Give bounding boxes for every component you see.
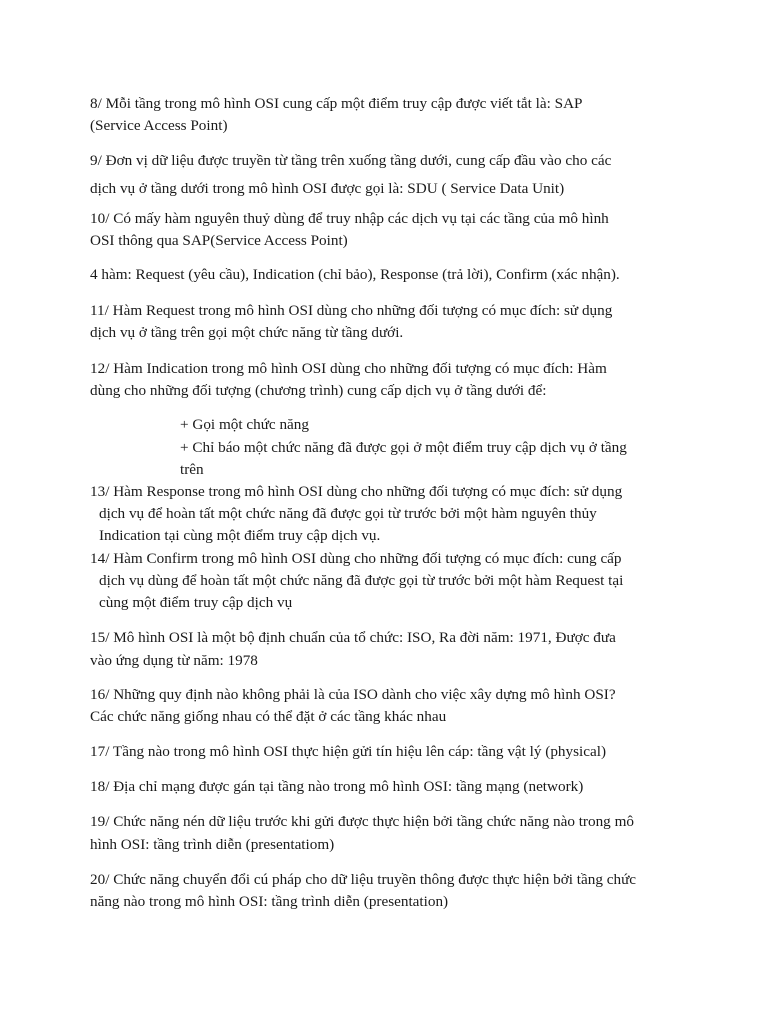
text-line: dùng cho những đối tượng (chương trình) cung cấp dịch vụ ở tầng dưới để: — [90, 382, 547, 399]
text-line: 12/ Hàm Indication trong mô hình OSI dùng cho những đối tượng có mục đích: Hàm — [90, 360, 607, 377]
text-line: 18/ Địa chỉ mạng được gán tại tầng nào trong mô hình OSI: tầng mạng (network) — [90, 778, 584, 795]
text-line: Các chức năng giống nhau có thể đặt ở các tầng khác nhau — [90, 708, 447, 725]
text-line: 11/ Hàm Request trong mô hình OSI dùng cho những đối tượng có mục đích: sử dụng — [90, 302, 613, 319]
text-line: 16/ Những quy định nào không phải là của ISO dành cho việc xây dựng mô hình OSI? — [90, 686, 616, 703]
text-line: dịch vụ dùng để hoàn tất một chức năng đã được gọi từ trước bởi một hàm Request tại — [99, 572, 624, 589]
text-line: 19/ Chức năng nén dữ liệu trước khi gửi được thực hiện bởi tầng chức năng nào trong mô — [90, 813, 634, 830]
text-line: 9/ Đơn vị dữ liệu được truyền từ tầng trên xuống tầng dưới, cung cấp đầu vào cho các — [90, 152, 612, 169]
text-line: Indication tại cùng một điểm truy cập dịch vụ. — [99, 527, 381, 544]
text-line: OSI thông qua SAP(Service Access Point) — [90, 232, 348, 249]
text-line: hình OSI: tầng trình diễn (presentatiom) — [90, 836, 335, 853]
bullet-line: trên — [180, 461, 204, 478]
bullet-line: + Chỉ báo một chức năng đã được gọi ở một điểm truy cập dịch vụ ở tầng — [180, 439, 627, 456]
text-line: dịch vụ ở tầng trên gọi một chức năng từ tầng dưới. — [90, 324, 404, 341]
text-line: 17/ Tầng nào trong mô hình OSI thực hiện gửi tín hiệu lên cáp: tầng vật lý (physical) — [90, 743, 607, 760]
text-line: cùng một điểm truy cập dịch vụ — [99, 594, 293, 611]
text-line: 10/ Có mấy hàm nguyên thuỷ dùng để truy nhập các dịch vụ tại các tầng của mô hình — [90, 210, 609, 227]
text-line: 4 hàm: Request (yêu cầu), Indication (chỉ bảo), Response (trả lời), Confirm (xác nhận). — [90, 266, 620, 283]
text-line: 15/ Mô hình OSI là một bộ định chuẩn của tổ chức: ISO, Ra đời năm: 1971, Được đưa — [90, 629, 616, 646]
text-line: 14/ Hàm Confirm trong mô hình OSI dùng cho những đối tượng có mục đích: cung cấp — [90, 550, 622, 567]
text-line: năng nào trong mô hình OSI: tầng trình diễn (presentation) — [90, 893, 449, 910]
text-line: 20/ Chức năng chuyển đổi cú pháp cho dữ liệu truyền thông được thực hiện bởi tầng chức — [90, 871, 637, 888]
text-line: (Service Access Point) — [90, 117, 228, 134]
text-line: dịch vụ để hoàn tất một chức năng đã được gọi từ trước bởi một hàm nguyên thủy — [99, 505, 597, 522]
text-line: 13/ Hàm Response trong mô hình OSI dùng cho những đối tượng có mục đích: sử dụng — [90, 483, 623, 500]
text-line: vào ứng dụng từ năm: 1978 — [90, 652, 258, 669]
text-line: dịch vụ ở tầng dưới trong mô hình OSI được gọi là: SDU ( Service Data Unit) — [90, 180, 565, 197]
text-line: 8/ Mỗi tầng trong mô hình OSI cung cấp một điểm truy cập được viết tắt là: SAP — [90, 95, 583, 112]
bullet-line: + Gọi một chức năng — [180, 416, 309, 433]
